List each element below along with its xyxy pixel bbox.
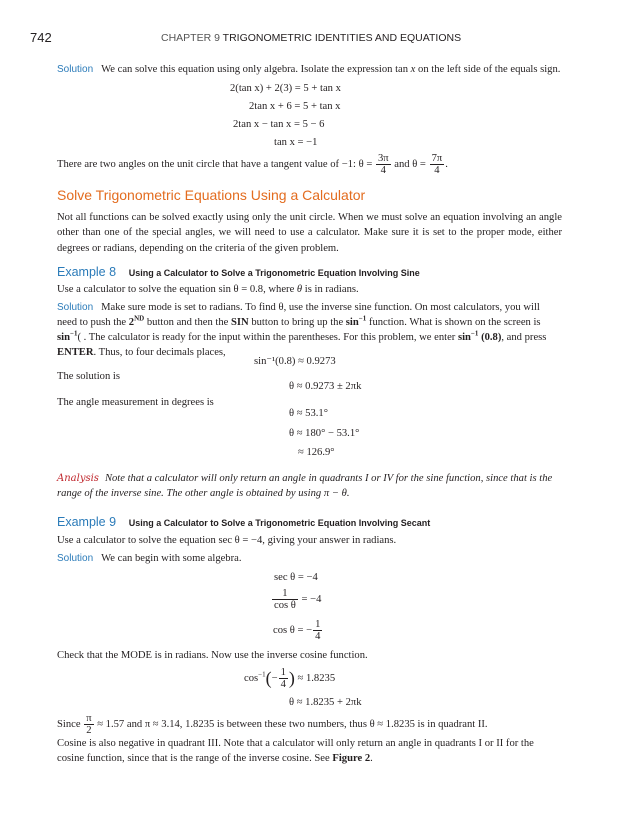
- example-8-header: [57, 265, 420, 279]
- prompt-var: θ: [296, 284, 303, 295]
- example-8-solution-line-4: [57, 347, 226, 358]
- period: .: [370, 753, 373, 764]
- screen-sin-inverse: $\sin^{-1}$: [57, 329, 78, 343]
- example-9-solution: [57, 553, 242, 564]
- example-8-solution-line-3: [57, 329, 547, 343]
- rhs: = −4: [301, 593, 322, 605]
- equation-reciprocal: [271, 588, 321, 611]
- example-8-label: Example 8: [57, 265, 117, 279]
- key-2nd: 2ND: [128, 314, 145, 328]
- fraction-7pi-4: [430, 153, 445, 176]
- fraction-denominator: 2: [86, 725, 92, 736]
- text: button and then the: [144, 317, 232, 328]
- equation-4: tan x = −1: [274, 137, 318, 148]
- equation-sec: sec θ = −4: [274, 572, 318, 583]
- figure-reference[interactable]: Figure 2: [332, 753, 371, 764]
- page-number: 742: [30, 30, 52, 45]
- solution-text: We can begin with some algebra.: [101, 553, 242, 564]
- equation-cos: [273, 619, 323, 642]
- solution-label: Solution: [57, 64, 94, 75]
- example-8-prompt: [57, 284, 359, 295]
- prompt-text-a: Use a calculator to solve the equation sin θ = 0.8, where: [57, 284, 297, 295]
- intro-solution-text-a: We can solve this equation using only algebra. Isolate the expression tan: [101, 64, 411, 75]
- solution-label: Solution: [57, 302, 94, 313]
- example-9-title: Using a Calculator to Solve a Trigonometric Equation Involving Secant: [128, 518, 431, 528]
- equation-3: 2tan x − tan x = 5 − 6: [233, 119, 325, 130]
- since-rest: ≈ 1.57 and π ≈ 3.14, 1.8235 is between these two numbers, thus θ ≈ 1.8235 is in quadrant II.: [97, 718, 488, 730]
- equation-degrees-2: θ ≈ 180° − 53.1°: [289, 428, 360, 439]
- degrees-text: The angle measurement in degrees is: [57, 397, 214, 408]
- text: button to bring up the: [248, 317, 346, 328]
- intro-solution-text-b: on the left side of the equals sign.: [415, 64, 561, 75]
- text: cosine function, since that is the range of the inverse cosine. See: [57, 753, 333, 764]
- solution-label: Solution: [57, 553, 94, 564]
- intro-solution-line: [57, 64, 560, 75]
- since-line: [57, 713, 488, 736]
- rhs: ≈ 1.8235: [297, 672, 336, 684]
- fraction-numerator: 3π: [377, 153, 389, 164]
- running-header: [161, 32, 461, 44]
- fraction-1-over-4: [313, 619, 322, 642]
- angles-line: [57, 153, 448, 176]
- final-line-2: [57, 753, 373, 764]
- equation-sin-inverse: sin⁻¹(0.8) ≈ 0.9273: [254, 356, 336, 367]
- text: ( . The calculator is ready for the input within the parentheses. For this problem, we enter: [77, 332, 458, 343]
- intro-solution-var: x: [410, 64, 416, 75]
- equation-cos-inverse: $\cos^{-1}(-$ $\frac{1}{4}$ ) ≈ 1.8235: [244, 667, 336, 690]
- enter-sin-inverse: $\sin^{-1} (0.8)$: [457, 329, 502, 343]
- fraction-denominator: 4: [434, 165, 440, 176]
- equation-1: 2(tan x) + 2(3) = 5 + tan x: [230, 83, 341, 94]
- chapter-number: CHAPTER 9: [161, 32, 220, 44]
- text: . Thus, to four decimals places,: [93, 347, 226, 358]
- text: function. What is shown on the screen is: [366, 317, 541, 328]
- final-line-1: Cosine is also negative in quadrant III. Note that a calculator will only return an angle in quadrants I or II for the: [57, 738, 534, 749]
- analysis-label: Analysis: [57, 473, 99, 484]
- chapter-title: TRIGONOMETRIC IDENTITIES AND EQUATIONS: [222, 32, 462, 44]
- analysis-text-2: range of the inverse sine. The other angle is obtained by using π − θ.: [57, 488, 350, 499]
- key-enter: ENTER: [57, 347, 94, 358]
- text: need to push the: [57, 317, 129, 328]
- fraction-numerator: π: [86, 713, 92, 724]
- example-9-header: [57, 515, 430, 529]
- key-sin: SIN: [231, 317, 249, 328]
- example-8-solution-line-2: [57, 314, 541, 328]
- solution-is-text: The solution is: [57, 371, 120, 382]
- open-paren: (: [265, 668, 272, 688]
- section-paragraph: Not all functions can be solved exactly using only the unit circle. When we must solve an equation involving an angle other than one of the special angles, we will need to use a calculator. Make sure it is set to the proper mode, either degrees or radians, depending on the criteria of the given problem.: [57, 212, 562, 254]
- fraction-1-over-4: [279, 667, 288, 690]
- lhs: cos θ = −: [273, 624, 313, 636]
- prompt-text-b: is in radians.: [302, 284, 359, 295]
- section-title: Solve Trigonometric Equations Using a Calculator: [57, 187, 366, 203]
- angles-text: There are two angles on the unit circle that have a tangent value of −1: θ =: [57, 158, 373, 170]
- example-8-title: Using a Calculator to Solve a Trigonometric Equation Involving Sine: [128, 268, 420, 278]
- analysis-text-1: Note that a calculator will only return an angle in quadrants I or IV for the sine function, since that is the: [104, 473, 553, 484]
- fraction-denominator: cos θ: [274, 600, 296, 611]
- analysis-line-2: [57, 488, 349, 499]
- period: .: [445, 158, 448, 170]
- equation-degrees-3: ≈ 126.9°: [298, 447, 335, 458]
- equation-2: 2tan x + 6 = 5 + tan x: [249, 101, 341, 112]
- fraction-numerator: 7π: [431, 153, 443, 164]
- solution-text: Make sure mode is set to radians. To find θ, use the inverse sine function. On most calculators, you will: [101, 302, 540, 313]
- example-8-solution-line-1: [57, 302, 540, 313]
- equation-final: θ ≈ 1.8235 + 2πk: [289, 697, 362, 708]
- example-9-prompt: Use a calculator to solve the equation sec θ = −4, giving your answer in radians.: [57, 535, 397, 546]
- analysis-line-1: [57, 473, 552, 484]
- check-mode-text: Check that the MODE is in radians. Now use the inverse cosine function.: [57, 650, 368, 661]
- fraction-numerator: 1: [272, 588, 298, 600]
- key-sin-inverse: $\sin^{-1}$: [345, 314, 367, 328]
- fraction-numerator: 1: [315, 619, 321, 630]
- and-text: and θ =: [394, 158, 426, 170]
- equation-solution: θ ≈ 0.9273 ± 2πk: [289, 381, 362, 392]
- fraction-pi-over-2: [84, 713, 93, 736]
- example-9-label: Example 9: [57, 515, 117, 529]
- fraction-denominator: 4: [315, 631, 321, 642]
- fraction-1-over-cos: [272, 588, 298, 611]
- fraction-denominator: 4: [380, 165, 386, 176]
- text: , and press: [501, 332, 547, 343]
- close-paren: ): [288, 668, 295, 688]
- fraction-numerator: 1: [280, 667, 286, 678]
- equation-degrees-1: θ ≈ 53.1°: [289, 408, 328, 419]
- since-text: Since: [57, 718, 81, 730]
- fraction-denominator: 4: [280, 679, 286, 690]
- fraction-3pi-4: [376, 153, 391, 176]
- lhs: $\cos^{-1}$: [244, 670, 266, 684]
